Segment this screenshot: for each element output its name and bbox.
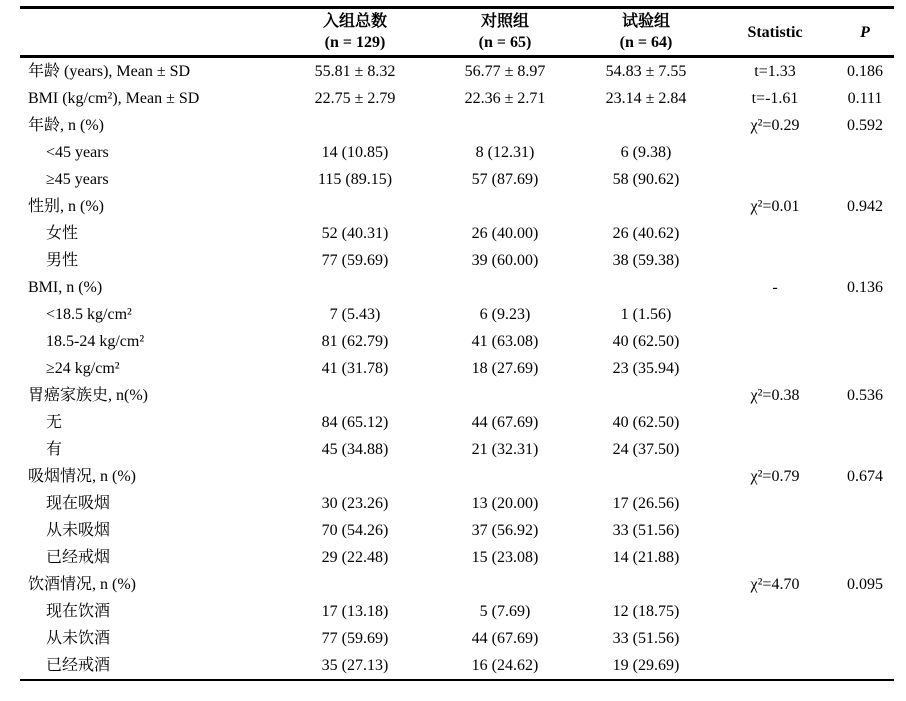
total-value-cell: 29 (22.48) [321, 549, 389, 566]
header-row [20, 8, 894, 57]
table-body [20, 57, 894, 681]
trial-value-cell: 33 (51.56) [612, 522, 680, 539]
table-row [20, 436, 894, 463]
statistic-value-cell: χ²=0.01 [750, 198, 800, 215]
p-value-cell [836, 220, 894, 247]
trial-value-cell: 40 (62.50) [612, 414, 680, 431]
trial-value-cell: 12 (18.75) [612, 603, 680, 620]
p-value-cell [836, 139, 894, 166]
p-value-cell: 0.592 [847, 117, 883, 134]
header-statistic: Statistic [747, 23, 803, 41]
trial-value-cell: 23 (35.94) [612, 360, 680, 377]
statistic-value-cell [714, 301, 836, 328]
total-value-cell: 7 (5.43) [329, 306, 381, 323]
table-row [20, 571, 894, 598]
p-value-cell [836, 598, 894, 625]
control-value-cell: 21 (32.31) [471, 441, 539, 458]
table-row [20, 382, 894, 409]
control-value-cell [432, 274, 578, 301]
table-header [20, 8, 894, 57]
control-value-cell: 37 (56.92) [471, 522, 539, 539]
total-value-cell [278, 571, 432, 598]
table-row [20, 355, 894, 382]
statistic-value-cell [714, 652, 836, 680]
p-value-cell [836, 625, 894, 652]
total-value-cell: 70 (54.26) [321, 522, 389, 539]
statistic-value-cell [714, 355, 836, 382]
row-label-cell: ≥45 years [46, 171, 109, 188]
control-value-cell: 26 (40.00) [471, 225, 539, 242]
table-row [20, 193, 894, 220]
total-value-cell: 55.81 ± 8.32 [314, 63, 396, 80]
statistic-value-cell [714, 139, 836, 166]
row-label-cell: 现在吸烟 [46, 495, 111, 512]
trial-value-cell: 38 (59.38) [612, 252, 680, 269]
p-value-cell: 0.536 [847, 387, 883, 404]
p-value-cell [836, 490, 894, 517]
table-row [20, 139, 894, 166]
statistic-value-cell [714, 409, 836, 436]
trial-value-cell [578, 112, 714, 139]
table-row [20, 517, 894, 544]
table-row [20, 166, 894, 193]
header-trial-group-name: 试验组 [621, 13, 670, 30]
trial-value-cell: 19 (29.69) [612, 657, 680, 674]
trial-value-cell: 58 (90.62) [612, 171, 680, 188]
total-value-cell [278, 274, 432, 301]
table-row [20, 598, 894, 625]
row-label-cell: 吸烟情况, n (%) [28, 468, 136, 485]
p-value-cell: 0.111 [847, 90, 883, 107]
control-value-cell: 13 (20.00) [471, 495, 539, 512]
total-value-cell: 84 (65.12) [321, 414, 389, 431]
trial-value-cell: 24 (37.50) [612, 441, 680, 458]
row-label-cell: 从未饮酒 [46, 630, 111, 647]
total-value-cell [278, 193, 432, 220]
baseline-characteristics-table [20, 6, 894, 681]
total-value-cell: 22.75 ± 2.79 [314, 90, 396, 107]
statistic-value-cell [714, 490, 836, 517]
table-row [20, 463, 894, 490]
statistic-value-cell: χ²=0.38 [750, 387, 800, 404]
control-value-cell [432, 571, 578, 598]
p-value-cell: 0.136 [847, 279, 883, 296]
row-label-cell: 女性 [46, 225, 79, 242]
p-value-cell [836, 517, 894, 544]
control-value-cell: 56.77 ± 8.97 [464, 63, 546, 80]
control-value-cell: 8 (12.31) [475, 144, 535, 161]
trial-value-cell: 17 (26.56) [612, 495, 680, 512]
row-label-cell: 现在饮酒 [46, 603, 111, 620]
table-row [20, 328, 894, 355]
row-label-cell: 性别, n (%) [28, 198, 104, 215]
p-value-cell [836, 652, 894, 680]
trial-value-cell [578, 571, 714, 598]
row-label-cell: 有 [46, 441, 63, 458]
statistic-value-cell: χ²=0.29 [750, 117, 800, 134]
p-value-cell [836, 544, 894, 571]
statistic-value-cell [714, 220, 836, 247]
row-label-cell: BMI (kg/cm²), Mean ± SD [28, 90, 200, 107]
statistic-value-cell: - [772, 279, 778, 296]
row-label-cell: 已经戒酒 [46, 657, 111, 674]
row-label-cell: 无 [46, 414, 63, 431]
control-value-cell: 15 (23.08) [471, 549, 539, 566]
p-value-cell [836, 436, 894, 463]
control-value-cell: 6 (9.23) [479, 306, 531, 323]
row-label-cell: <18.5 kg/cm² [46, 306, 132, 323]
table-row [20, 247, 894, 274]
p-value-cell [836, 409, 894, 436]
control-value-cell: 57 (87.69) [471, 171, 539, 188]
statistic-value-cell [714, 436, 836, 463]
trial-value-cell: 6 (9.38) [620, 144, 672, 161]
p-value-cell: 0.674 [847, 468, 883, 485]
p-value-cell: 0.942 [847, 198, 883, 215]
table-row [20, 301, 894, 328]
total-value-cell: 17 (13.18) [321, 603, 389, 620]
total-value-cell: 30 (23.26) [321, 495, 389, 512]
header-total-group-name: 入组总数 [322, 13, 387, 30]
statistic-value-cell [714, 625, 836, 652]
statistic-value-cell: χ²=4.70 [750, 576, 800, 593]
table-row [20, 85, 894, 112]
trial-value-cell: 40 (62.50) [612, 333, 680, 350]
header-trial-group [578, 8, 714, 57]
control-value-cell: 41 (63.08) [471, 333, 539, 350]
header-total-group-n: (n = 129) [324, 34, 386, 51]
statistic-value-cell [714, 166, 836, 193]
trial-value-cell: 54.83 ± 7.55 [605, 63, 687, 80]
table-row [20, 274, 894, 301]
total-value-cell: 81 (62.79) [321, 333, 389, 350]
statistic-value-cell: t=1.33 [754, 63, 796, 80]
p-value-cell [836, 247, 894, 274]
row-label-cell: <45 years [46, 144, 109, 161]
trial-value-cell [578, 382, 714, 409]
trial-value-cell: 23.14 ± 2.84 [605, 90, 687, 107]
total-value-cell [278, 112, 432, 139]
table-row [20, 544, 894, 571]
p-value-cell [836, 301, 894, 328]
total-value-cell: 77 (59.69) [321, 630, 389, 647]
row-label-cell: BMI, n (%) [28, 279, 103, 296]
row-label-cell: 年龄, n (%) [28, 117, 104, 134]
control-value-cell: 39 (60.00) [471, 252, 539, 269]
header-control-group-name: 对照组 [480, 13, 529, 30]
total-value-cell: 52 (40.31) [321, 225, 389, 242]
header-empty-cell [20, 8, 278, 57]
row-label-cell: 胃癌家族史, n(%) [28, 387, 148, 404]
row-label-cell: 已经戒烟 [46, 549, 111, 566]
total-value-cell: 45 (34.88) [321, 441, 389, 458]
trial-value-cell: 33 (51.56) [612, 630, 680, 647]
statistic-value-cell: t=-1.61 [751, 90, 799, 107]
row-label-cell: 男性 [46, 252, 79, 269]
trial-value-cell [578, 193, 714, 220]
p-value-cell [836, 166, 894, 193]
control-value-cell [432, 112, 578, 139]
statistic-value-cell [714, 247, 836, 274]
control-value-cell: 22.36 ± 2.71 [464, 90, 546, 107]
statistic-value-cell [714, 517, 836, 544]
total-value-cell: 77 (59.69) [321, 252, 389, 269]
table-row [20, 409, 894, 436]
p-value-cell [836, 328, 894, 355]
table-row [20, 220, 894, 247]
control-value-cell: 16 (24.62) [471, 657, 539, 674]
header-total-group [278, 8, 432, 57]
control-value-cell [432, 193, 578, 220]
row-label-cell: ≥24 kg/cm² [46, 360, 120, 377]
statistic-value-cell [714, 598, 836, 625]
statistic-value-cell: χ²=0.79 [750, 468, 800, 485]
control-value-cell [432, 463, 578, 490]
trial-value-cell [578, 463, 714, 490]
trial-value-cell [578, 274, 714, 301]
statistic-value-cell [714, 544, 836, 571]
trial-value-cell: 1 (1.56) [620, 306, 672, 323]
control-value-cell: 44 (67.69) [471, 414, 539, 431]
total-value-cell: 35 (27.13) [321, 657, 389, 674]
table-row [20, 57, 894, 86]
control-value-cell: 5 (7.69) [479, 603, 531, 620]
control-value-cell [432, 382, 578, 409]
statistic-value-cell [714, 328, 836, 355]
trial-value-cell: 14 (21.88) [612, 549, 680, 566]
table-row [20, 625, 894, 652]
header-control-group [432, 8, 578, 57]
control-value-cell: 44 (67.69) [471, 630, 539, 647]
total-value-cell [278, 463, 432, 490]
row-label-cell: 年龄 (years), Mean ± SD [28, 63, 191, 80]
total-value-cell: 115 (89.15) [317, 171, 393, 188]
header-control-group-n: (n = 65) [478, 34, 532, 51]
total-value-cell: 41 (31.78) [321, 360, 389, 377]
table-row [20, 112, 894, 139]
header-trial-group-n: (n = 64) [619, 34, 673, 51]
trial-value-cell: 26 (40.62) [612, 225, 680, 242]
row-label-cell: 饮酒情况, n (%) [28, 576, 136, 593]
p-value-cell [836, 355, 894, 382]
total-value-cell [278, 382, 432, 409]
p-value-cell: 0.095 [847, 576, 883, 593]
table-row [20, 490, 894, 517]
control-value-cell: 18 (27.69) [471, 360, 539, 377]
row-label-cell: 18.5-24 kg/cm² [46, 333, 145, 350]
row-label-cell: 从未吸烟 [46, 522, 111, 539]
header-p-value: P [860, 23, 870, 41]
table-row [20, 652, 894, 680]
p-value-cell: 0.186 [847, 63, 883, 80]
total-value-cell: 14 (10.85) [321, 144, 389, 161]
